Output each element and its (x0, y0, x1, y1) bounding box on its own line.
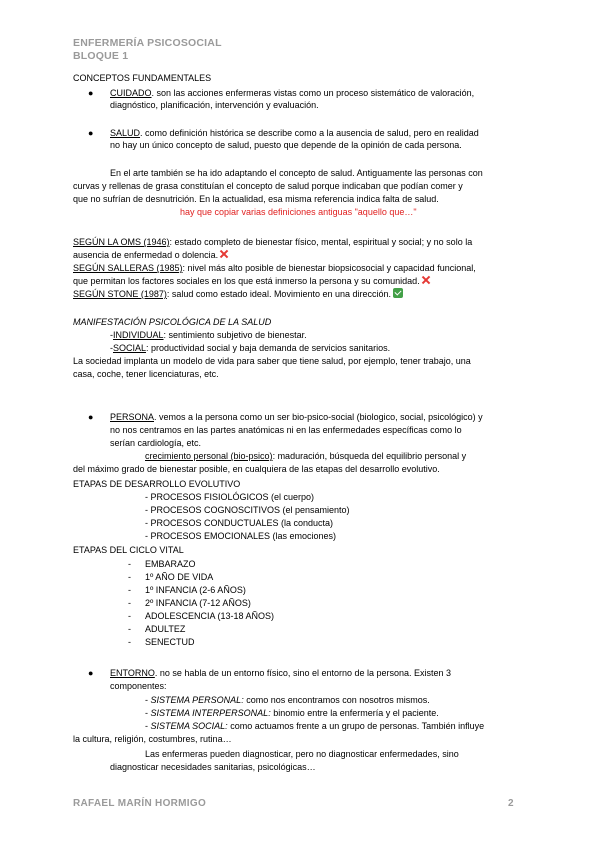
individual-line: -INDIVIDUAL: sentimiento subjetivo de bienestar. (110, 330, 307, 340)
manifestacion-title: MANIFESTACIÓN PSICOLÓGICA DE LA SALUD (73, 317, 272, 327)
arte-line-1: En el arte también se ha ido adaptando el concepto de salud. Antiguamente las personas con (110, 168, 483, 178)
etapas-desarrollo-title: ETAPAS DE DESARROLLO EVOLUTIVO (73, 479, 241, 489)
salleras-line-2: que permitan los factores sociales en los que está inmerso la persona y su comunidad. (73, 275, 431, 287)
entorno-line-2: componentes: (110, 681, 167, 691)
list-item: - PROCESOS EMOCIONALES (las emociones) (145, 531, 337, 541)
stone-line-1: SEGÚN STONE (1987): salud como estado ideal. Movimiento en una dirección. (73, 288, 403, 300)
list-item: 2º INFANCIA (7-12 AÑOS) (145, 598, 251, 608)
oms-line-1: SEGÚN LA OMS (1946): estado completo de bienestar físico, mental, espiritual y social; y no solo la (73, 237, 473, 247)
dash-marker: - (128, 572, 131, 582)
social-term: SOCIAL (113, 343, 147, 353)
dash-marker: - (128, 624, 131, 634)
entorno-line-1: ENTORNO. no se habla de un entorno físico, sino el entorno de la persona. Existen 3 (110, 668, 452, 678)
sistema-interpersonal-term: SISTEMA INTERPERSONAL: (150, 708, 271, 718)
document-title: ENFERMERÍA PSICOSOCIAL (73, 37, 222, 49)
salud-line-1: SALUD. como definición histórica se describe como a la ausencia de salud, pero en realidad (110, 128, 479, 138)
persona-line-2: no nos centramos en las partes anatómicas ni en las enfermedades específicas como lo (110, 425, 462, 435)
sistema-personal-line: - SISTEMA PERSONAL: como nos encontramos con nosotros mismos. (145, 695, 430, 705)
list-item: - PROCESOS FISIOLÓGICOS (el cuerpo) (145, 492, 315, 502)
sistema-social-line: - SISTEMA SOCIAL: como actuamos frente a un grupo de personas. También influye (145, 721, 485, 731)
crecimiento-line: crecimiento personal (bio-psico): maduración, búsqueda del equilibrio personal y (145, 451, 467, 461)
sistema-social-term: SISTEMA SOCIAL: (150, 721, 228, 731)
entorno-term: ENTORNO (110, 668, 155, 678)
footer-author: RAFAEL MARÍN HORMIGO (73, 798, 207, 809)
list-item: ADOLESCENCIA (13-18 AÑOS) (145, 611, 275, 621)
cuidado-line-2: diagnóstico, planificación, intervención y evaluación. (110, 100, 319, 110)
list-item: - PROCESOS COGNOSCITIVOS (el pensamiento) (145, 505, 350, 515)
check-mark-icon (393, 288, 403, 298)
entorno-line-4: Las enfermeras pueden diagnosticar, pero no diagnosticar enfermedades, sino (145, 749, 459, 759)
list-item: - PROCESOS CONDUCTUALES (la conducta) (145, 518, 334, 528)
social-line: -SOCIAL: productividad social y baja demanda de servicios sanitarios. (110, 343, 391, 353)
stone-term: SEGÚN STONE (1987) (73, 289, 167, 299)
dash-marker: - (128, 598, 131, 608)
manifestacion-line-2: casa, coche, tener licenciaturas, etc. (73, 369, 219, 379)
arte-line-2: curvas y rellenas de grasa constituían el concepto de salud porque indicaban que podían comer y (73, 181, 463, 191)
salleras-term: SEGÚN SALLERAS (1985) (73, 263, 183, 273)
salleras-line-1: SEGÚN SALLERAS (1985): nivel más alto posible de bienestar biopsicosocial y capacidad funcional, (73, 263, 476, 273)
sistema-personal-term: SISTEMA PERSONAL: (150, 695, 244, 705)
cuidado-term: CUIDADO (110, 88, 152, 98)
entorno-line-3: la cultura, religión, costumbres, rutina… (73, 734, 232, 744)
sistema-interpersonal-line: - SISTEMA INTERPERSONAL: binomio entre la enfermería y el paciente. (145, 708, 439, 718)
page-number: 2 (508, 798, 514, 809)
crecimiento-term: crecimiento personal (bio-psico) (145, 451, 273, 461)
salud-term: SALUD (110, 128, 141, 138)
individual-term: INDIVIDUAL (113, 330, 164, 340)
bullet-icon: ● (88, 88, 94, 98)
persona-term: PERSONA (110, 412, 155, 422)
dash-marker: - (128, 559, 131, 569)
list-item: SENECTUD (145, 637, 195, 647)
list-item: 1º AÑO DE VIDA (145, 572, 214, 582)
bullet-icon: ● (88, 128, 94, 138)
list-item: EMBARAZO (145, 559, 196, 569)
cuidado-line-1: CUIDADO. son las acciones enfermeras vistas como un proceso sistemático de valoración, (110, 88, 475, 98)
red-note: hay que copiar varias definiciones antiguas "aquello que…" (180, 207, 417, 217)
persona-line-4: del máximo grado de bienestar posible, en cualquiera de las etapas del desarrollo evolutivo. (73, 464, 440, 474)
salud-line-2: no hay un único concepto de salud, puesto que depende de la opinión de cada persona. (110, 140, 462, 150)
bullet-icon: ● (88, 412, 94, 422)
persona-line-1: PERSONA. vemos a la persona como un ser bio-psico-social (biologico, social, psicológico) y (110, 412, 483, 422)
section-title: CONCEPTOS FUNDAMENTALES (73, 73, 212, 83)
dash-marker: - (128, 585, 131, 595)
oms-line-2: ausencia de enfermedad o dolencia. (73, 249, 229, 261)
persona-line-3: serían cardiología, etc. (110, 438, 202, 448)
cross-mark-icon (219, 249, 229, 259)
ciclo-vital-title: ETAPAS DEL CICLO VITAL (73, 545, 184, 555)
oms-term: SEGÚN LA OMS (1946) (73, 237, 170, 247)
dash-marker: - (128, 637, 131, 647)
list-item: 1º INFANCIA (2-6 AÑOS) (145, 585, 246, 595)
manifestacion-line-1: La sociedad implanta un modelo de vida para saber que tiene salud, por ejemplo, tener trabajo, una (73, 356, 471, 366)
cross-mark-icon (421, 275, 431, 285)
list-item: ADULTEZ (145, 624, 186, 634)
arte-line-3: que no sufrían de desnutrición. En la actualidad, esa misma referencia indica falta de salud. (73, 194, 439, 204)
entorno-line-5: diagnosticar necesidades sanitarias, psicológicas… (110, 762, 316, 772)
dash-marker: - (128, 611, 131, 621)
bullet-icon: ● (88, 668, 94, 678)
document-block: BLOQUE 1 (73, 50, 129, 62)
